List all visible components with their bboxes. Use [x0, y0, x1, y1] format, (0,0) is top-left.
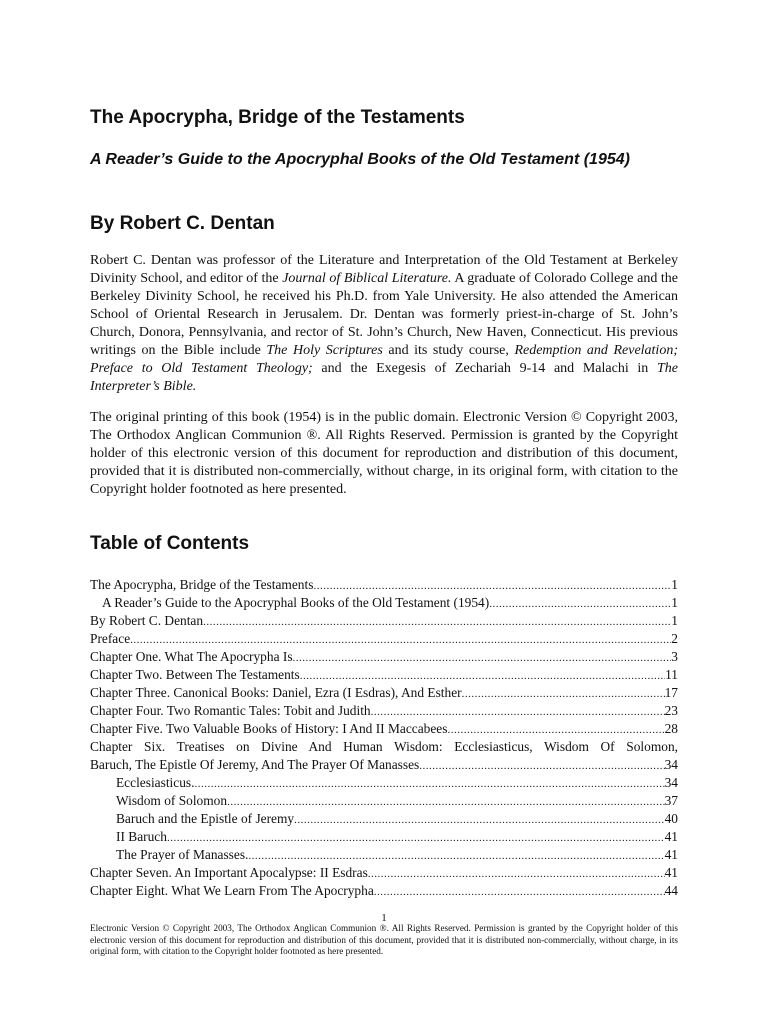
bio-text-3: and its study course,: [382, 343, 515, 358]
toc-entry-page: 1: [671, 595, 678, 610]
copyright-paragraph: The original printing of this book (1954) is in the public domain. Electronic Version © Copyright 2003, The Orthodox Anglican Communion ®. All Rights Reserved. Permission is granted by the Copyright holder of this electronic version of this document for reproduction and distribution of this document, provided that it is distributed non-commercially, without charge, in its original form, with citation to the Copyright holder footnoted as here presented.: [90, 410, 678, 497]
toc-entry-title: Wisdom of Solomon: [116, 793, 228, 808]
toc-entry[interactable]: [90, 846, 678, 864]
toc-entry-page: 41: [664, 865, 678, 880]
toc-entry-title: Ecclesiasticus.: [116, 775, 195, 790]
toc-entry[interactable]: [90, 594, 678, 612]
toc-entry-page: 41: [664, 847, 678, 862]
toc-heading: Table of Contents: [90, 533, 250, 554]
toc-entry[interactable]: [90, 684, 678, 702]
toc-leader-dots: [419, 757, 664, 774]
toc-leader-dots: [368, 865, 665, 882]
toc-leader-dots: [293, 649, 672, 666]
bio-text-2: A graduate of Colorado College and the Berkeley Divinity School, he received his Ph.D. from Yale University. He also attended the American School of Oriental Research in Jerusalem. Dr. Dentan was formerly priest-in-charge of St. John’s Church, Donora, Pennsylvania, and rector of St. John’s Church, New Haven, Connecticut. His previous writings on the Bible include: [90, 271, 679, 358]
other-works-titles: Redemption and Revelation; Preface to Old Testament Theology;: [90, 343, 678, 376]
toc-entry[interactable]: [90, 612, 678, 630]
toc-entry-title: Baruch and the Epistle of Jeremy: [116, 811, 295, 826]
journal-title: Journal of Biblical Literature.: [282, 271, 452, 286]
toc-entry-title: Baruch, The Epistle Of Jeremy, And The Prayer Of Manasses: [90, 757, 420, 772]
toc-leader-dots: [447, 721, 664, 738]
toc-entry-title: Chapter One. What The Apocrypha Is: [90, 649, 293, 664]
toc-entry-title: Preface: [90, 631, 131, 646]
toc-entry[interactable]: [90, 648, 678, 666]
toc-entry-page: 44: [664, 883, 678, 898]
toc-leader-dots: [203, 613, 671, 630]
toc-entry-page: 37: [664, 793, 678, 808]
toc-entry-title: The Apocrypha, Bridge of the Testaments: [90, 577, 314, 592]
toc-entry[interactable]: [90, 756, 678, 774]
table-of-contents: [90, 576, 678, 900]
toc-entry-title: Chapter Four. Two Romantic Tales: Tobit and Judith: [90, 703, 371, 718]
author-bio-paragraph: [90, 252, 678, 396]
toc-entry-title: Chapter Two. Between The Testaments: [90, 667, 300, 682]
footer-copyright-note: Electronic Version © Copyright 2003, The Orthodox Anglican Communion ®. All Rights Reserved. Permission is granted by the Copyright holder of this electronic version of this document for reproduction and distribution of this document, provided that it is distributed non-commercially, without charge, in its original form, with citation to the Copyright holder footnoted as here presented.: [90, 923, 678, 956]
toc-entry[interactable]: [90, 666, 678, 684]
toc-entry[interactable]: [90, 720, 678, 738]
toc-entry-title: Chapter Eight. What We Learn From The Apocrypha: [90, 883, 374, 898]
toc-entry[interactable]: [90, 702, 678, 720]
toc-entry-page: 28: [664, 721, 678, 736]
toc-entry[interactable]: [90, 810, 678, 828]
interpreters-bible-title: The Interpreter’s Bible.: [90, 361, 678, 394]
toc-entry[interactable]: [90, 828, 678, 846]
toc-entry-page: 34: [664, 757, 678, 772]
toc-entry-wrapped-line[interactable]: Chapter Six. Treatises on Divine And Human Wisdom: Ecclesiasticus, Wisdom Of Solomon,: [90, 739, 678, 754]
toc-entry-title: Chapter Three. Canonical Books: Daniel, Ezra (I Esdras), And Esther: [90, 685, 462, 700]
toc-entry-page: 1: [671, 613, 678, 628]
toc-leader-dots: [300, 667, 665, 684]
toc-leader-dots: [313, 577, 671, 594]
document-title: The Apocrypha, Bridge of the Testaments: [90, 107, 465, 128]
toc-entry-page: 23: [664, 703, 678, 718]
bio-text-4: and the Exegesis of Zechariah 9-14 and Malachi in: [312, 361, 657, 376]
toc-leader-dots: [227, 793, 665, 810]
toc-leader-dots: [371, 703, 665, 720]
toc-entry[interactable]: [90, 630, 678, 648]
toc-entry[interactable]: [90, 882, 678, 900]
toc-leader-dots: [194, 775, 664, 792]
toc-entry-title: Chapter Five. Two Valuable Books of History: I And II Maccabees: [90, 721, 448, 736]
toc-leader-dots: [489, 595, 671, 612]
toc-entry-page: 1: [671, 577, 678, 592]
toc-entry[interactable]: [90, 792, 678, 810]
toc-entry[interactable]: [90, 774, 678, 792]
toc-leader-dots: [130, 631, 671, 648]
toc-leader-dots: [374, 883, 665, 900]
toc-entry-page: 40: [664, 811, 678, 826]
page-number: 1: [381, 912, 387, 924]
toc-leader-dots: [294, 811, 664, 828]
toc-entry-title: Chapter Seven. An Important Apocalypse: II Esdras: [90, 865, 368, 880]
toc-entry-page: 2: [671, 631, 678, 646]
toc-entry[interactable]: [90, 864, 678, 882]
toc-leader-dots: [462, 685, 665, 702]
toc-leader-dots: [248, 847, 664, 864]
toc-entry-page: 11: [665, 667, 678, 682]
document-subtitle: A Reader’s Guide to the Apocryphal Books of the Old Testament (1954): [90, 151, 630, 168]
bio-text-1: Robert C. Dentan was professor of the Literature and Interpretation of the Old Testament at Berkeley Divinity School, and editor of the: [90, 253, 678, 286]
document-author: By Robert C. Dentan: [90, 213, 275, 234]
toc-entry-title: II Baruch: [116, 829, 167, 844]
toc-entry-title: A Reader’s Guide to the Apocryphal Books of the Old Testament (1954): [102, 595, 490, 610]
toc-entry-page: 17: [664, 685, 678, 700]
toc-entry-page: 3: [671, 649, 678, 664]
toc-leader-dots: [167, 829, 665, 846]
toc-entry-page: 41: [664, 829, 678, 844]
toc-entry-title: By Robert C. Dentan: [90, 613, 204, 628]
holy-scriptures-title: The Holy Scriptures: [266, 343, 383, 358]
toc-entry-title: The Prayer of Manasses.: [116, 847, 249, 862]
toc-entry[interactable]: [90, 576, 678, 594]
toc-entry-page: 34: [664, 775, 678, 790]
